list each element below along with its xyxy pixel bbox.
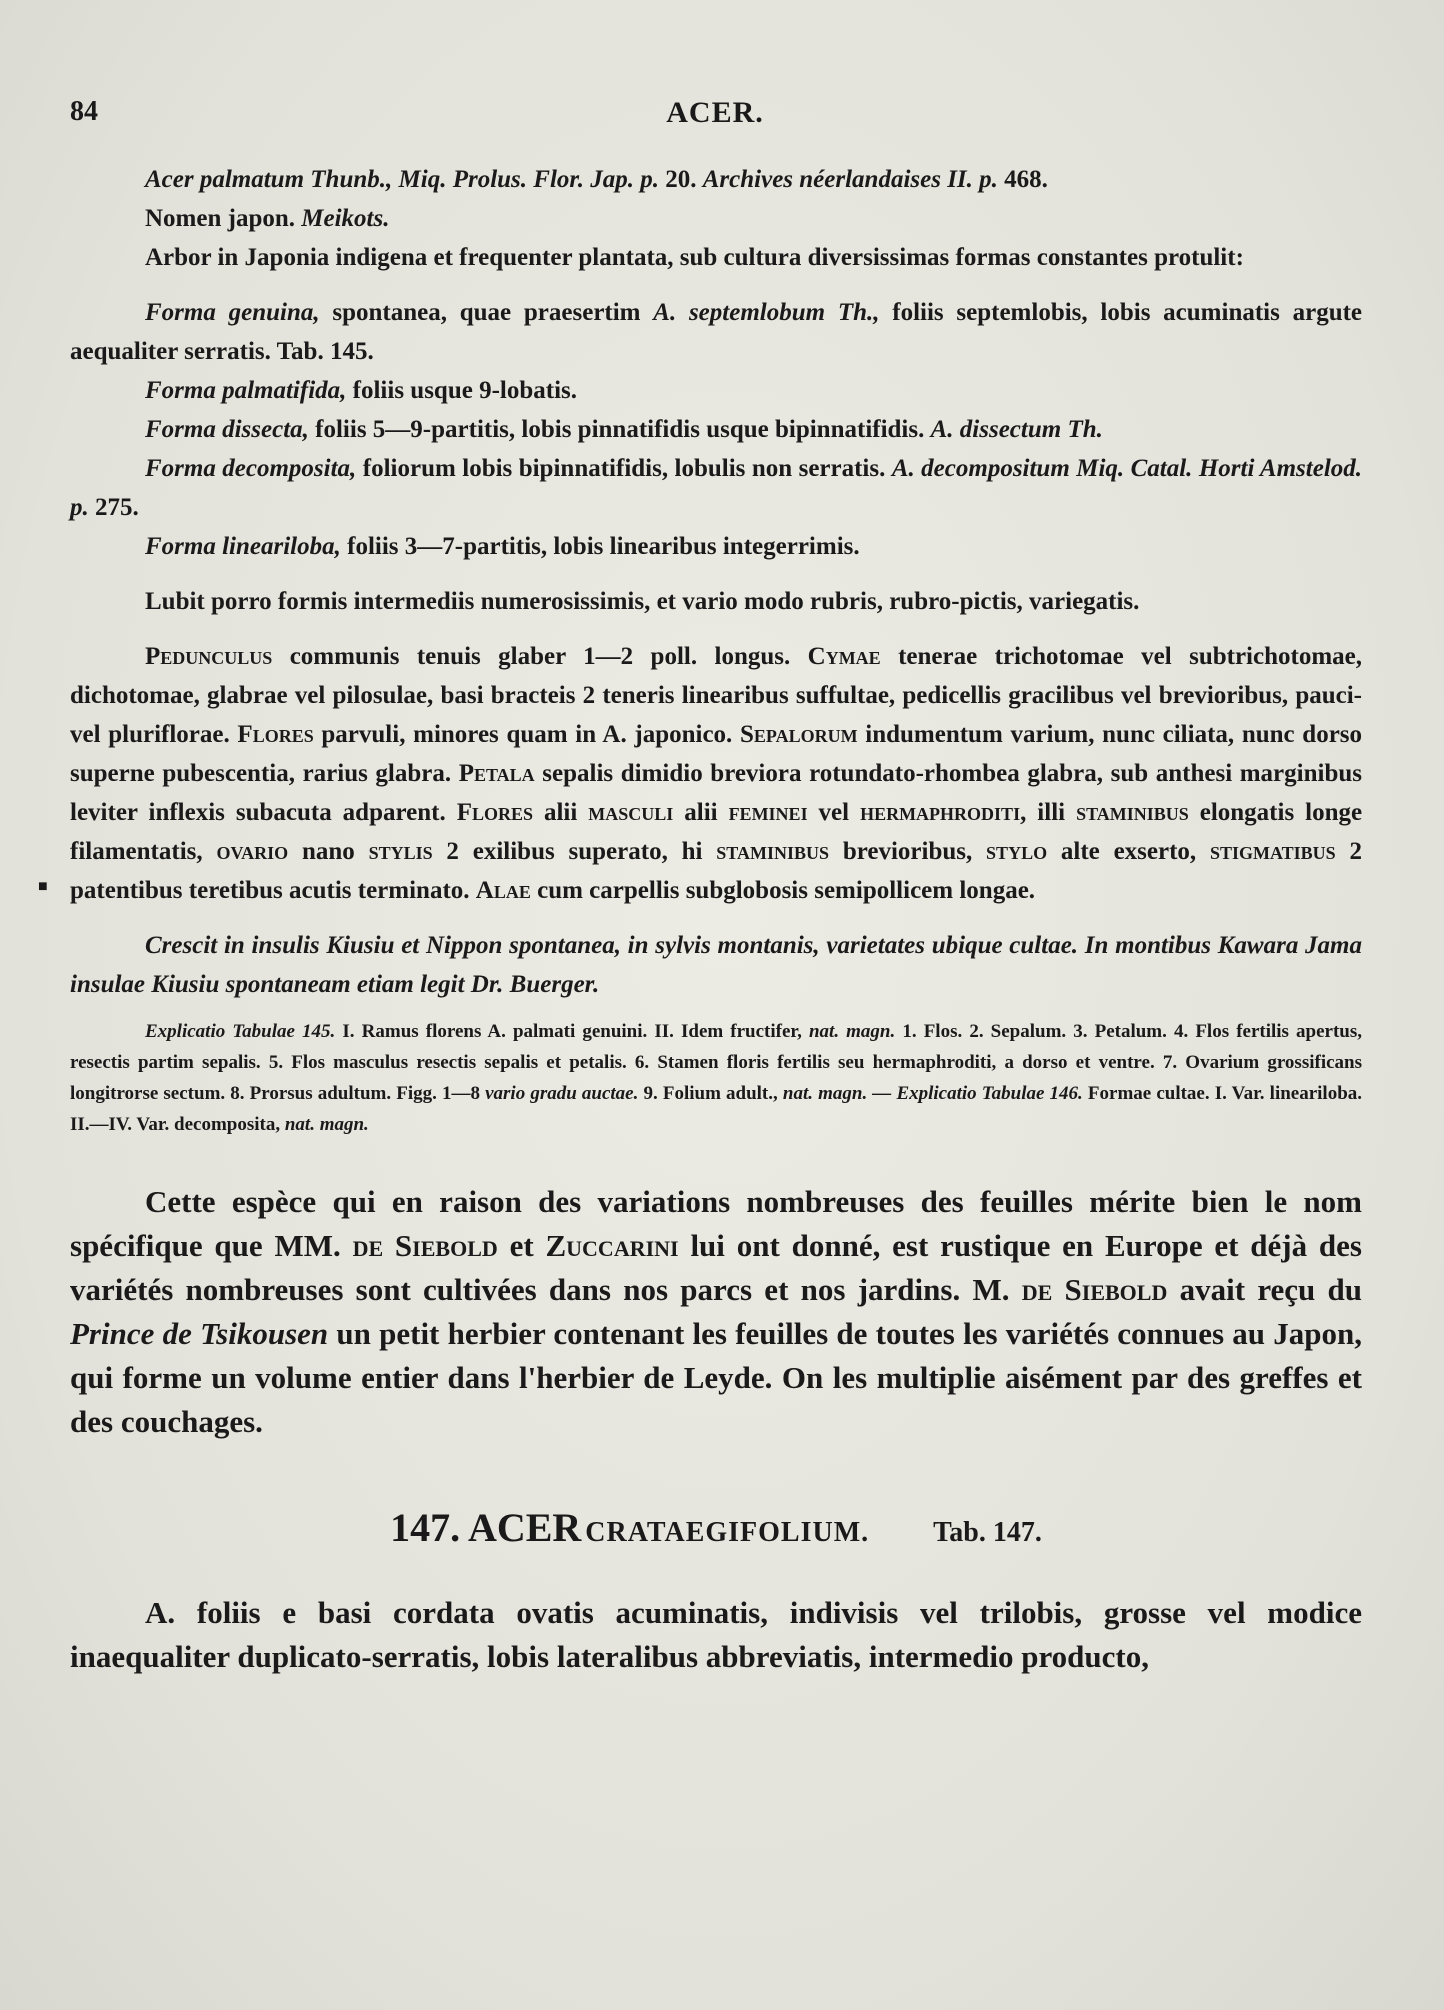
page-header [70,96,1360,136]
nomen-japon: Nomen japon. Meikots. [145,205,390,232]
french-commentary: Cette espèce qui en raison des variations nombreuses des feuilles mérite bien le nom spécifique que MM. de Siebold et Zuccarini lui ont donné, est rustique en Europe et déjà des variétés nombreuses sont cultivées dans nos parcs et nos jardins. M. de Siebold avait reçu du Prince de Tsikousen un petit herbier contenant les feuilles de toutes les variétés connues au Japon, qui forme un volume entier dans l'herbier de Leyde. On les multiplie aisément par des greffes et des couchages. [70,1184,1363,1439]
species-epithet: CRATAEGIFOLIUM. [585,1517,870,1548]
plate-reference: Tab. 147. [933,1517,1042,1548]
lubit-paragraph: Lubit porro formis intermediis numerosissimis, et vario modo rubris, rubro-pictis, variegatis. [145,588,1140,615]
intro-paragraph: Arbor in Japonia indigena et frequenter plantata, sub cultura diversissimas formas constantes protulit: [145,244,1244,271]
synonymy-line: Acer palmatum Thunb., Miq. Prolus. Flor. Jap. p. 20. Archives néerlandaises II. p. 468. [145,166,1048,193]
species-diagnosis: A. foliis e basi cordata ovatis acuminatis, indivisis vel trilobis, grosse vel modice inaequaliter duplicato-serratis, lobis lateralibus abbreviatis, intermedio producto, [70,1595,1362,1674]
margin-bullet-mark: ■ [38,878,48,895]
species-number-genus: 147. ACER [390,1505,582,1550]
species-heading [70,1504,1362,1551]
description-paragraph: Pedunculus communis tenuis glaber 1—2 poll. longus. Cymae tenerae trichotomae vel subtrichotomae, dichotomae, glabrae vel pilosulae, basi bracteis 2 teneris linearibus suffultae, pedicellis gracilibus vel brevioribus, pauci- vel pluriflorae. Flores parvuli, minores quam in A. japonico. Sepalorum indumentum varium, nunc ciliata, nunc dorso superne pubescentia, rarius glabra. Petala sepalis dimidio breviora rotundato-rhombea glabra, sub anthesi marginibus leviter inflexis subacuta adparent. Flores alii masculi alii feminei vel hermaphroditi, illi staminibus elongatis longe filamentatis, ovario nano stylis 2 exilibus superato, hi staminibus brevioribus, stylo alte exserto, stigmatibus 2 patentibus teretibus acutis terminato. Alae cum carpellis subglobosis semipollicem longae. [70,643,1363,904]
running-head: ACER. [666,96,764,129]
habitat-paragraph: Crescit in insulis Kiusiu et Nippon spontanea, in sylvis montanis, varietates ubique cultae. In montibus Kawara Jama insulae Kiusiu spontaneam etiam legit Dr. Buerger. [70,932,1362,998]
plate-explanation: Explicatio Tabulae 145. I. Ramus florens A. palmati genuini. II. Idem fructifer, nat. magn. 1. Flos. 2. Sepalum. 3. Petalum. 4. Flos fertilis apertus, resectis partim sepalis. 5. Flos masculus resectis sepalis et petalis. 6. Stamen floris fertilis seu hermaphroditi, a dorso et ventre. 7. Ovarium grossificans longitrorse sectum. 8. Prorsus adultum. Figg. 1—8 vario gradu auctae. 9. Folium adult., nat. magn. — Explicatio Tabulae 146. Formae cultae. I. Var. lineariloba. II.—IV. Var. decomposita, nat. magn. [70,1021,1363,1135]
page-number: 84 [70,96,98,127]
form-genuina: Forma genuina, spontanea, quae praesertim A. septemlobum Th., foliis septemlobis, lobis acuminatis argute aequaliter serratis. Tab. 145. [70,299,1363,365]
form-decomposita: Forma decomposita, foliorum lobis bipinnatifidis, lobulis non serratis. A. decompositum Miq. Catal. Horti Amstelod. p. 275. [70,455,1363,521]
page-body [70,160,1362,1679]
form-lineariloba: Forma lineariloba, foliis 3—7-partitis, lobis linearibus integerrimis. [145,533,860,560]
form-palmatifida: Forma palmatifida, foliis usque 9-lobatis. [145,377,578,404]
form-dissecta: Forma dissecta, foliis 5—9-partitis, lobis pinnatifidis usque bipinnatifidis. A. dissectum Th. [145,416,1103,443]
